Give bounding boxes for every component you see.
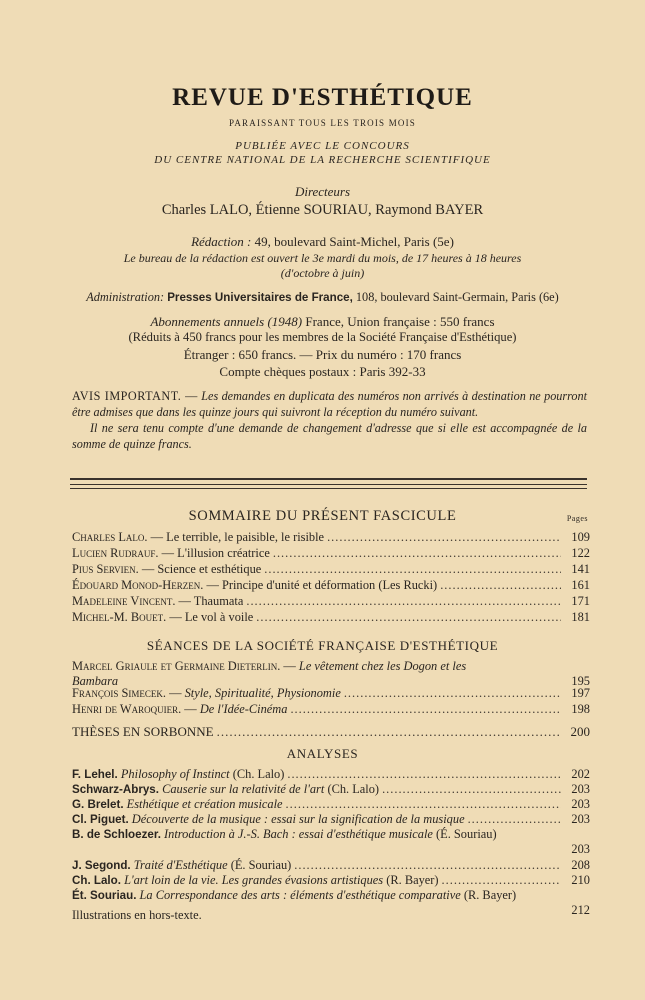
directeurs-label: Directeurs xyxy=(294,184,351,199)
analyses-title: La Correspondance des arts : éléments d'esthétique comparative xyxy=(139,888,461,902)
abonnements-line-2: (Réduits à 450 francs pour les membres de la Société Française d'Esthétique) xyxy=(128,330,517,344)
sommaire-author: Michel-M. Bouet. xyxy=(72,610,167,624)
sommaire-author: Lucien Rudrauf. xyxy=(72,546,159,560)
analyses-item xyxy=(72,797,590,812)
sommaire-title: — Principe d'unité et déformation (Les Rucki) xyxy=(206,578,438,592)
sommaire-title: — Le terrible, le paisible, le risible xyxy=(150,530,325,544)
sommaire-title: — L'illusion créatrice xyxy=(161,546,270,560)
notice-paragraph-2: Il ne sera tenu compte d'une demande de changement d'adresse que si elle est accompagnée de la somme de quinze francs. xyxy=(72,421,587,451)
seances-page-2: 197 xyxy=(571,686,590,700)
divider-thin xyxy=(70,484,587,485)
sommaire-title: — Science et esthétique xyxy=(141,562,262,576)
seances-title-2: Style, Spiritualité, Physionomie xyxy=(184,686,341,700)
administration-address: 108, boulevard Saint-Germain, Paris (6e) xyxy=(355,290,559,304)
analyses-title: Philosophy of Instinct xyxy=(120,767,230,781)
theses-heading: THÈSES EN SORBONNE xyxy=(72,724,214,739)
sommaire-title: — Le vol à voile xyxy=(169,610,254,624)
notice-paragraph-1 xyxy=(72,388,587,420)
analyses-title: L'art loin de la vie. Les grandes évasions artistiques xyxy=(124,873,384,887)
sommaire-author: Charles Lalo. xyxy=(72,530,148,544)
analyses-heading: ANALYSES xyxy=(286,746,359,761)
divider-thin-2 xyxy=(70,488,587,489)
analyses-item xyxy=(72,858,590,873)
sommaire-page: 109 xyxy=(571,530,590,544)
analyses-author: Cl. Piguet. xyxy=(72,813,129,826)
sommaire-author: Madeleine Vincent. xyxy=(72,594,176,608)
sommaire-item xyxy=(72,562,590,577)
concours-line-1: PUBLIÉE AVEC LE CONCOURS xyxy=(235,140,410,152)
analyses-author: G. Brelet. xyxy=(72,798,124,811)
analyses-title: Causerie sur la relativité de l'art xyxy=(162,782,325,796)
sommaire-item xyxy=(72,610,590,625)
analyses-page: 203 xyxy=(571,797,590,811)
sommaire-author: Pius Servien. xyxy=(72,562,139,576)
seances-author-2: François Simecek. — xyxy=(72,686,182,700)
analyses-page: 202 xyxy=(571,767,590,781)
analyses-reviewer: (É. Souriau) xyxy=(230,858,292,872)
sommaire-heading: SOMMAIRE DU PRÉSENT FASCICULE xyxy=(188,508,457,524)
administration-line xyxy=(0,290,645,305)
analyses-author: Schwarz-Abrys. xyxy=(72,783,159,796)
directeurs-names: Charles LALO, Étienne SOURIAU, Raymond BAYER xyxy=(161,202,484,218)
redaction-bureau: Le bureau de la rédaction est ouvert le 3e mardi du mois, de 17 heures à 18 heures xyxy=(123,251,522,265)
analyses-reviewer: (Ch. Lalo) xyxy=(232,767,285,781)
notice-block xyxy=(72,388,587,452)
sommaire-author: Édouard Monod-Herzen. xyxy=(72,578,204,592)
redaction-label: Rédaction : xyxy=(191,234,252,249)
notice-label: AVIS IMPORTANT. — xyxy=(72,389,198,403)
sommaire-page: 141 xyxy=(571,562,590,576)
abonnements-line-4: Compte chèques postaux : Paris 392-33 xyxy=(219,364,426,379)
administration-publisher: Presses Universitaires de France, xyxy=(167,291,353,304)
redaction-line xyxy=(0,234,645,250)
analyses-title: Découverte de la musique : essai sur la signification de la musique xyxy=(131,812,465,826)
analyses-item xyxy=(72,767,590,782)
seances-item-2 xyxy=(72,686,590,701)
sommaire-page: 161 xyxy=(571,578,590,592)
theses-page: 200 xyxy=(570,724,590,739)
seances-heading: SÉANCES DE LA SOCIÉTÉ FRANÇAISE D'ESTHÉTIQUE xyxy=(146,638,499,653)
seances-item-1 xyxy=(72,659,590,689)
redaction-address: 49, boulevard Saint-Michel, Paris (5e) xyxy=(254,234,454,249)
analyses-title: Traité d'Esthétique xyxy=(133,858,228,872)
analyses-page: 203 xyxy=(571,782,590,796)
seances-author-3: Henri de Waroquier. — xyxy=(72,702,197,716)
journal-subtitle: PARAISSANT TOUS LES TROIS MOIS xyxy=(228,118,417,128)
sommaire-page: 122 xyxy=(571,546,590,560)
analyses-page: 203 xyxy=(571,812,590,826)
theses-row xyxy=(72,724,590,740)
seances-page-1: 195 xyxy=(571,674,590,688)
analyses-item xyxy=(72,782,590,797)
analyses-reviewer: (R. Bayer) xyxy=(463,888,517,902)
analyses-reviewer: (É. Souriau) xyxy=(436,827,497,841)
sommaire-item xyxy=(72,578,590,593)
seances-title-1a: Le vêtement chez les Dogon et les xyxy=(298,659,467,673)
sommaire-item xyxy=(72,530,590,545)
analyses-title: Esthétique et création musicale xyxy=(126,797,283,811)
notice-text-1: Les demandes en duplicata des numéros non arrivés à destination ne pourront être admises que dans les quinze jours qui suivront la réception du numéro suivant. xyxy=(72,389,587,419)
seances-title-1b: Bambara xyxy=(72,674,119,688)
sommaire-page: 171 xyxy=(571,594,590,608)
redaction-period: (d'octobre à juin) xyxy=(280,266,365,280)
analyses-page: 208 xyxy=(571,858,590,872)
divider-thick xyxy=(70,478,587,480)
analyses-author: F. Lehel. xyxy=(72,768,118,781)
abonnements-line-1 xyxy=(0,314,645,330)
analyses-author: Ét. Souriau. xyxy=(72,889,137,902)
journal-title: REVUE D'ESTHÉTIQUE xyxy=(172,84,473,111)
concours-line-2: DU CENTRE NATIONAL DE LA RECHERCHE SCIENTIFIQUE xyxy=(154,154,491,166)
seances-title-3: De l'Idée-Cinéma xyxy=(199,702,288,716)
analyses-author: B. de Schloezer. xyxy=(72,828,161,841)
analyses-reviewer: (R. Bayer) xyxy=(386,873,439,887)
analyses-author: J. Segond. xyxy=(72,859,131,872)
analyses-item xyxy=(72,827,590,857)
analyses-page: 203 xyxy=(571,842,590,856)
sommaire-item xyxy=(72,594,590,609)
abonnements-line-3: Étranger : 650 francs. — Prix du numéro : 170 francs xyxy=(183,347,462,362)
seances-item-3 xyxy=(72,702,590,717)
sommaire-title: — Thaumata xyxy=(178,594,244,608)
analyses-item xyxy=(72,812,590,827)
sommaire-page: 181 xyxy=(571,610,590,624)
analyses-author: Ch. Lalo. xyxy=(72,874,121,887)
seances-author-1: Marcel Griaule et Germaine Dieterlin. — xyxy=(72,659,296,673)
analyses-page: 212 xyxy=(571,903,590,917)
analyses-page: 210 xyxy=(571,873,590,887)
footer-note: Illustrations en hors-texte. xyxy=(72,908,202,922)
analyses-title: Introduction à J.-S. Bach : essai d'esthétique musicale xyxy=(164,827,433,841)
analyses-item xyxy=(72,873,590,888)
administration-label: Administration: xyxy=(86,290,165,304)
analyses-reviewer: (Ch. Lalo) xyxy=(327,782,380,796)
seances-page-3: 198 xyxy=(571,702,590,716)
abonnements-label: Abonnements annuels (1948) xyxy=(150,314,303,329)
sommaire-item xyxy=(72,546,590,561)
pages-label: Pages xyxy=(566,514,588,523)
abonnements-france: France, Union française : 550 francs xyxy=(305,314,495,329)
